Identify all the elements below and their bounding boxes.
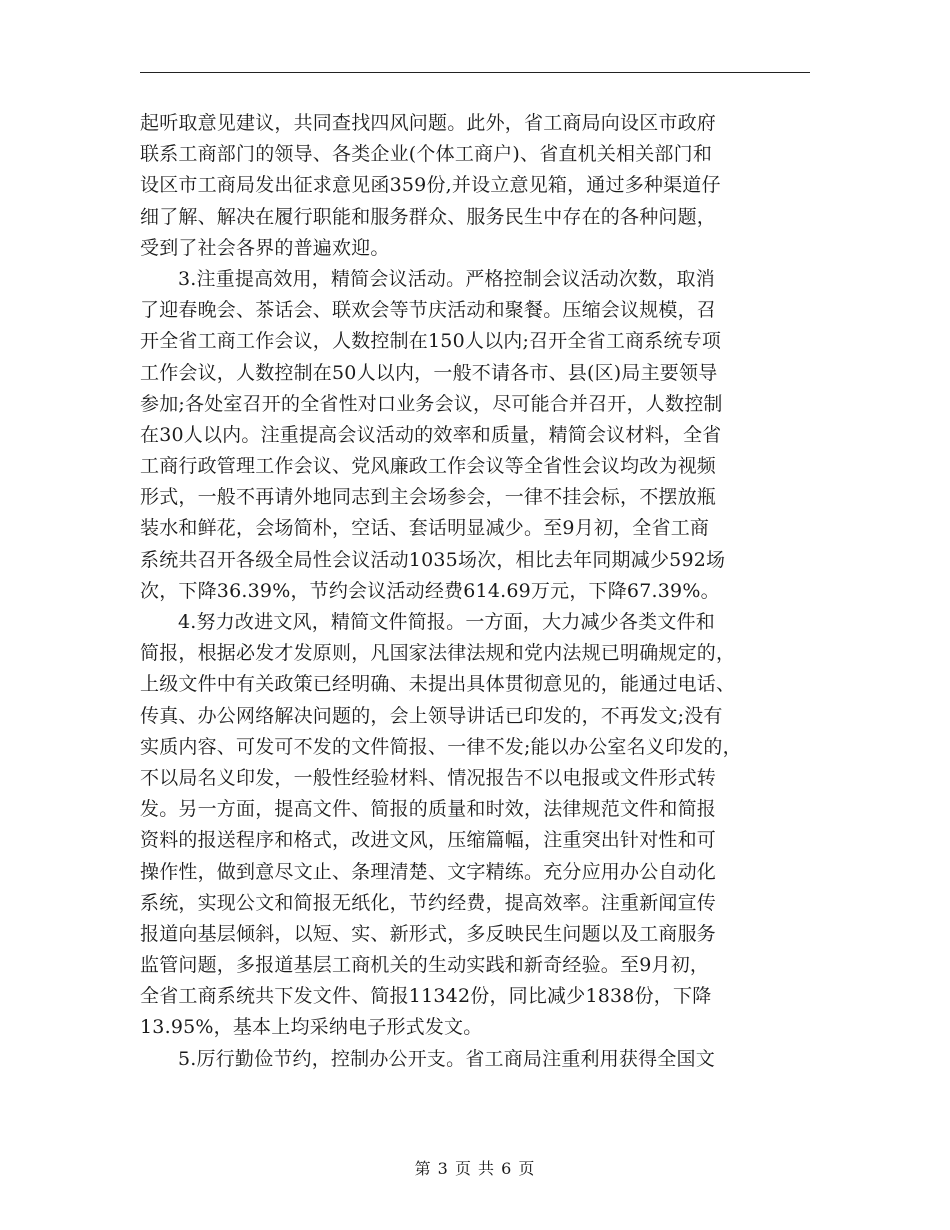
text-line: 开全省工商工作会议，人数控制在150人以内;召开全省工商系统专项 [140, 330, 722, 353]
text-line: 全省工商系统共下发文件、简报11342份，同比减少1838份，下降 [140, 985, 712, 1008]
text-line: 简报，根据必发才发原则，凡国家法律法规和党内法规已明确规定的， [140, 642, 736, 665]
document-body [140, 108, 812, 1075]
text-line: 上级文件中有关政策已经明确、未提出具体贯彻意见的，能通过电话、 [140, 673, 736, 696]
text-line: 3.注重提高效用，精简会议活动。严格控制会议活动次数，取消 [178, 267, 715, 290]
text-line: 装水和鲜花，会场简朴，空话、套话明显减少。至9月初，全省工商 [140, 517, 710, 540]
text-line: 参加;各处室召开的全省性对口业务会议，尽可能合并召开，人数控制 [140, 392, 723, 415]
text-line: 系统，实现公文和简报无纸化，节约经费，提高效率。注重新闻宣传 [140, 891, 717, 914]
text-line: 操作性，做到意尽文止、条理清楚、文字精练。充分应用办公自动化 [140, 860, 717, 883]
text-line: 发。另一方面，提高文件、简报的质量和时效，法律规范文件和简报 [140, 798, 717, 821]
text-line: 系统共召开各级全局性会议活动1035场次，相比去年同期减少592场 [140, 548, 726, 571]
text-line: 资料的报送程序和格式，改进文风，压缩篇幅，注重突出针对性和可 [140, 829, 717, 852]
text-line: 次，下降36.39%，节约会议活动经费614.69万元，下降67.39%。 [140, 579, 720, 602]
text-line: 设区市工商局发出征求意见函359份,并设立意见箱，通过多种渠道仔 [140, 174, 721, 197]
text-line: 不以局名义印发，一般性经验材料、情况报告不以电报或文件形式转 [140, 766, 717, 789]
text-line: 监管问题，多报道基层工商机关的生动实践和新奇经验。至9月初， [140, 954, 710, 977]
text-line: 在30人以内。注重提高会议活动的效率和质量，精简会议材料，全省 [140, 423, 722, 446]
text-line: 5.厉行勤俭节约，控制办公开支。省工商局注重利用获得全国文 [178, 1047, 715, 1070]
text-line: 工商行政管理工作会议、党风廉政工作会议等全省性会议均改为视频 [140, 455, 717, 478]
text-line: 受到了社会各界的普遍欢迎。 [140, 236, 390, 259]
text-line: 4.努力改进文风，精简文件简报。一方面，大力减少各类文件和 [178, 611, 715, 633]
text-line: 13.95%，基本上均采纳电子形式发文。 [140, 1016, 483, 1039]
text-line: 形式，一般不再请外地同志到主会场参会，一律不挂会标，不摆放瓶 [140, 486, 717, 509]
text-line: 起听取意见建议，共同查找四风问题。此外，省工商局向设区市政府 [140, 112, 717, 134]
text-line: 实质内容、可发可不发的文件简报、一律不发;能以办公室名义印发的， [140, 735, 742, 758]
text-line: 工作会议，人数控制在50人以内，一般不请各市、县(区)局主要领导 [140, 361, 718, 384]
text-line: 了迎春晚会、茶话会、联欢会等节庆活动和聚餐。压缩会议规模，召 [140, 299, 717, 322]
text-line: 细了解、解决在履行职能和服务群众、服务民生中存在的各种问题， [140, 205, 717, 228]
header-rule [140, 72, 810, 73]
text-line: 报道向基层倾斜，以短、实、新形式，多反映民生问题以及工商服务 [140, 922, 717, 945]
text-line: 联系工商部门的领导、各类企业(个体工商户)、省直机关相关部门和 [140, 143, 713, 166]
page-number-footer: 第 3 页 共 6 页 [414, 1159, 536, 1178]
text-line: 传真、办公网络解决问题的，会上领导讲话已印发的，不再发文;没有 [140, 704, 723, 727]
